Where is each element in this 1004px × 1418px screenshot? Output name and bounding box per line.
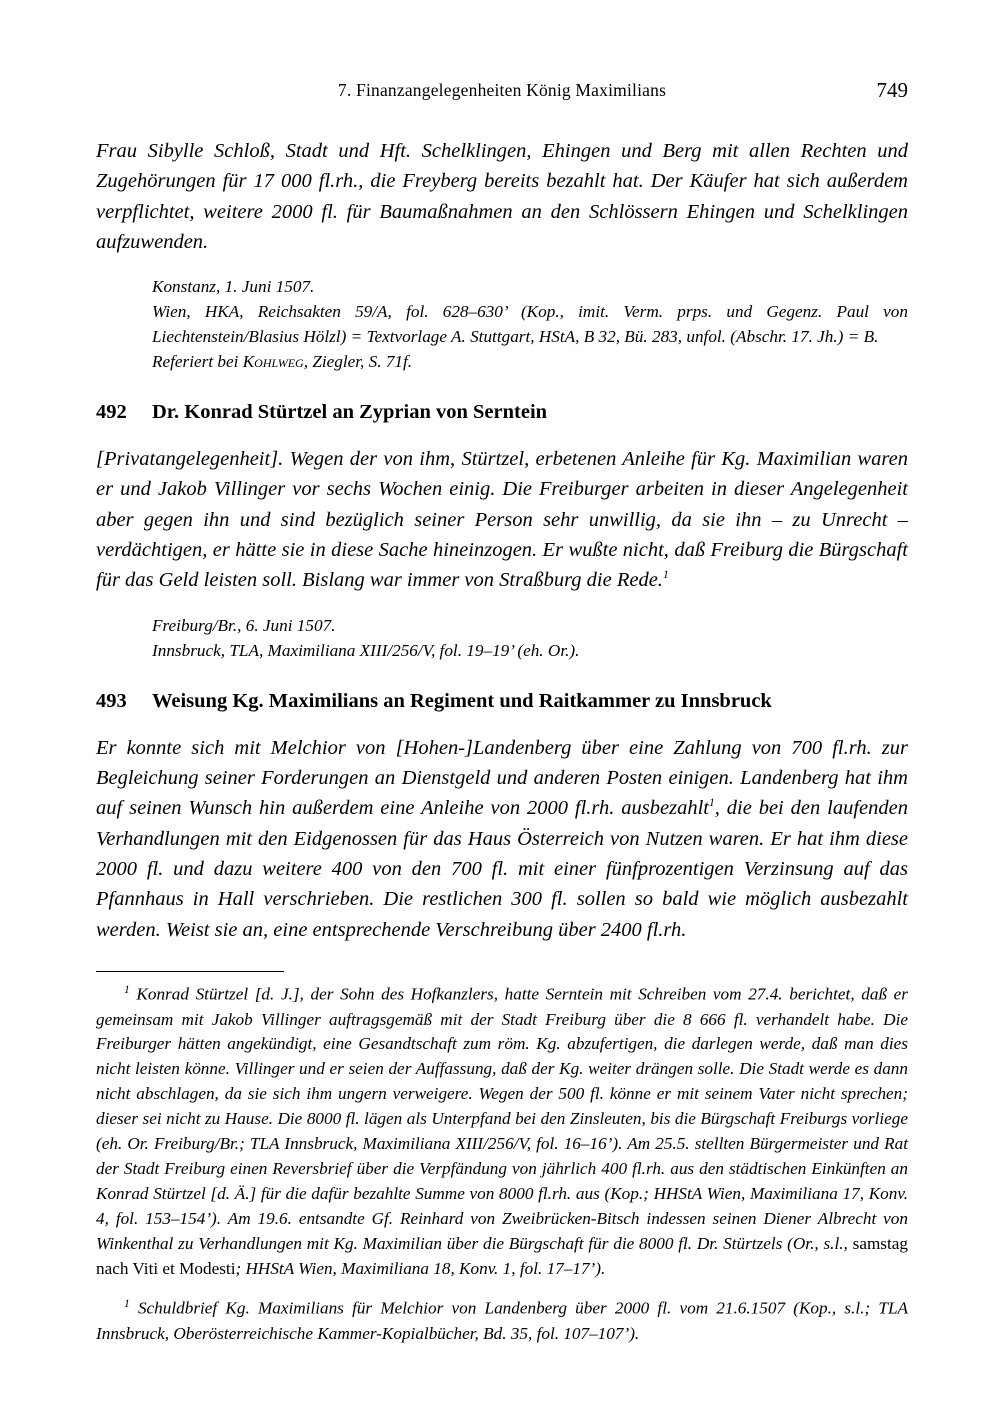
regest-paragraph-493 — [96, 733, 908, 945]
source-block-491 — [96, 275, 908, 375]
footnotes-area — [96, 982, 908, 1347]
source-reference — [152, 350, 908, 375]
footnote-ref-493: 1 — [708, 797, 715, 810]
running-title: 7. Finanzangelegenheiten König Maximilians — [337, 80, 667, 100]
footnote-separator — [96, 971, 284, 972]
source-date-492: Freiburg/Br., 6. Juni 1507. — [152, 615, 336, 635]
footnote-1-mark: 1 — [124, 983, 130, 996]
page-number: 749 — [876, 78, 908, 102]
footnote-2-text-pre: Schuldbrief Kg. Maximilians für Melchior von Landenberg über 2000 fl. vom 21.6.1507 (Kop., s.l.; TLA Innsbruck, Oberösterreichische Kammer-Kopialbücher, Bd. 35, fol. 107–107’). — [96, 1298, 909, 1343]
regest-paragraph-491: Frau Sibylle Schloß, Stadt und Hft. Schelklingen, Ehingen und Berg mit allen Rechten und Zugehörungen für 17 000 fl.rh., die Freyberg bereits bezahlt hat. Der Käufer hat sich außerdem verpflichtet, weitere 2000 fl. für Baumaßnahmen an den Schlössern Ehingen und Schelklingen aufzuwenden. — [96, 140, 908, 253]
footnote-2 — [96, 1296, 908, 1347]
footnote-2-mark: 1 — [124, 1297, 130, 1310]
source-reference-post: , Ziegler, S. 71f. — [303, 352, 413, 372]
entry-title-493: Weisung Kg. Maximilians an Regiment und Raitkammer zu Innsbruck — [152, 689, 772, 712]
regest-paragraph-492 — [96, 444, 908, 596]
regest-492-text: [Privatangelegenheit]. Wegen der von ihm, Stürtzel, erbetenen Anleihe für Kg. Maximilian waren er und Jakob Villinger vor sechs Wochen einig. Die Freiburger arbeiten in dieser Angelegenheit aber gegen ihn und sind bezüglich seiner Person sehr unwillig, da sie ihn – zu Unrecht – verdächtigen, er hätte sie in diese Sache hineinzogen. Er wußte nicht, daß Freiburg die Bürgschaft für das Geld leisten soll. Bislang war immer von Straßburg die Rede. — [96, 448, 908, 592]
entry-number-492: 492 — [96, 401, 127, 424]
footnote-1-text-pre: Konrad Stürtzel [d. J.], der Sohn des Hofkanzlers, hatte Serntein mit Schreiben vom 27.4. berichtet, daß er gemeinsam mit Jakob Villinger auftragsgemäß mit der Stadt Freiburg über die 8 666 fl. verhandelt habe. Die Freiburger hätten angekündigt, eine Gesandtschaft zum röm. Kg. abzufertigen, die darlegen werde, daß man dies nicht leisten könne. Villinger und er seien der Auffassung, daß der Kg. weiter drängen solle. Die Stadt werde es dann nicht abschlagen, da sie sich ihm ungern verweigere. Wegen der 500 fl. könne er mit seinem Vater nicht sprechen; dieser sei nicht zu Hause. Die 8000 fl. lägen als Unterpfand bei den Zinsleuten, bis die Bürgschaft Freiburgs vorliege (eh. Or. Freiburg/Br.; TLA Innsbruck, Maximiliana XIII/256/V, fol. 16–16’). Am 25.5. stellten Bürgermeister und Rat der Stadt Freiburg einen Reversbrief über die Verpfändung von jährlich 400 fl.rh. aus den städtischen Einkünften an Konrad Stürtzel [d. Ä.] für die dafür bezahlte Summe von 8000 fl.rh. aus (Kop.; HHStA Wien, Maximiliana 17, Konv. 4, fol. 153–154’). Am 19.6. entsandte Gf. Reinhard von Zweibrücken-Bitsch indessen seinen Diener Albrecht von Winkenthal zu Verhandlungen mit Kg. Maximilian über die Bürgschaft für die 8000 fl. Dr. Stürtzels (Or., s.l., — [96, 984, 909, 1253]
footnote-ref-492: 1 — [662, 569, 669, 582]
footnote-1-text-post: ; HHStA Wien, Maximiliana 18, Konv. 1, fol. 17–17’). — [235, 1258, 606, 1278]
entry-heading-493 — [96, 690, 908, 713]
source-archive: Wien, HKA, Reichsakten 59/A, fol. 628–630’ (Kop., imit. Verm. prps. und Gegenz. Paul von Liechtenstein/Blasius Hölzl) = Textvorlage A. Stuttgart, HStA, B 32, Bü. 283, unfol. (Abschr. 17. Jh.) = B. — [152, 302, 908, 347]
source-block-492 — [96, 614, 908, 664]
entry-title-492: Dr. Konrad Stürtzel an Zyprian von Serntein — [152, 401, 548, 424]
footnote-1 — [96, 982, 908, 1282]
entry-number-493: 493 — [96, 689, 127, 712]
footnote-1-text-upright: samstag nach Viti et Modesti — [96, 1233, 908, 1278]
page-header — [96, 80, 908, 110]
regest-493-part2: , die bei den laufenden Verhandlungen mit den Eidgenossen für das Haus Österreich von Nutzen waren. Er hat ihm diese 2000 fl. und dazu weitere 400 von den 700 fl. mit einer fünfprozentigen Verzinsung auf das Pfannhaus in Hall verschrieben. Die restlichen 300 fl. sollen so bald wie möglich ausbezahlt werden. Weist sie an, eine entsprechende Verschreibung über 2400 fl.rh. — [96, 797, 909, 941]
source-reference-author: Kohlweg — [242, 352, 304, 372]
source-archive-492: Innsbruck, TLA, Maximiliana XIII/256/V, fol. 19–19’ (eh. Or.). — [152, 640, 580, 660]
entry-heading-492 — [96, 401, 908, 424]
source-reference-pre: Referiert bei — [152, 352, 243, 372]
regest-493-part1: Er konnte sich mit Melchior von [Hohen-]Landenberg über eine Zahlung von 700 fl.rh. zur Begleichung seiner Forderungen an Dienstgeld und anderen Posten einigen. Landenberg hat ihm auf seinen Wunsch hin außerdem eine Anleihe von 2000 fl.rh. ausbezahlt — [96, 736, 908, 820]
source-date: Konstanz, 1. Juni 1507. — [152, 277, 315, 297]
